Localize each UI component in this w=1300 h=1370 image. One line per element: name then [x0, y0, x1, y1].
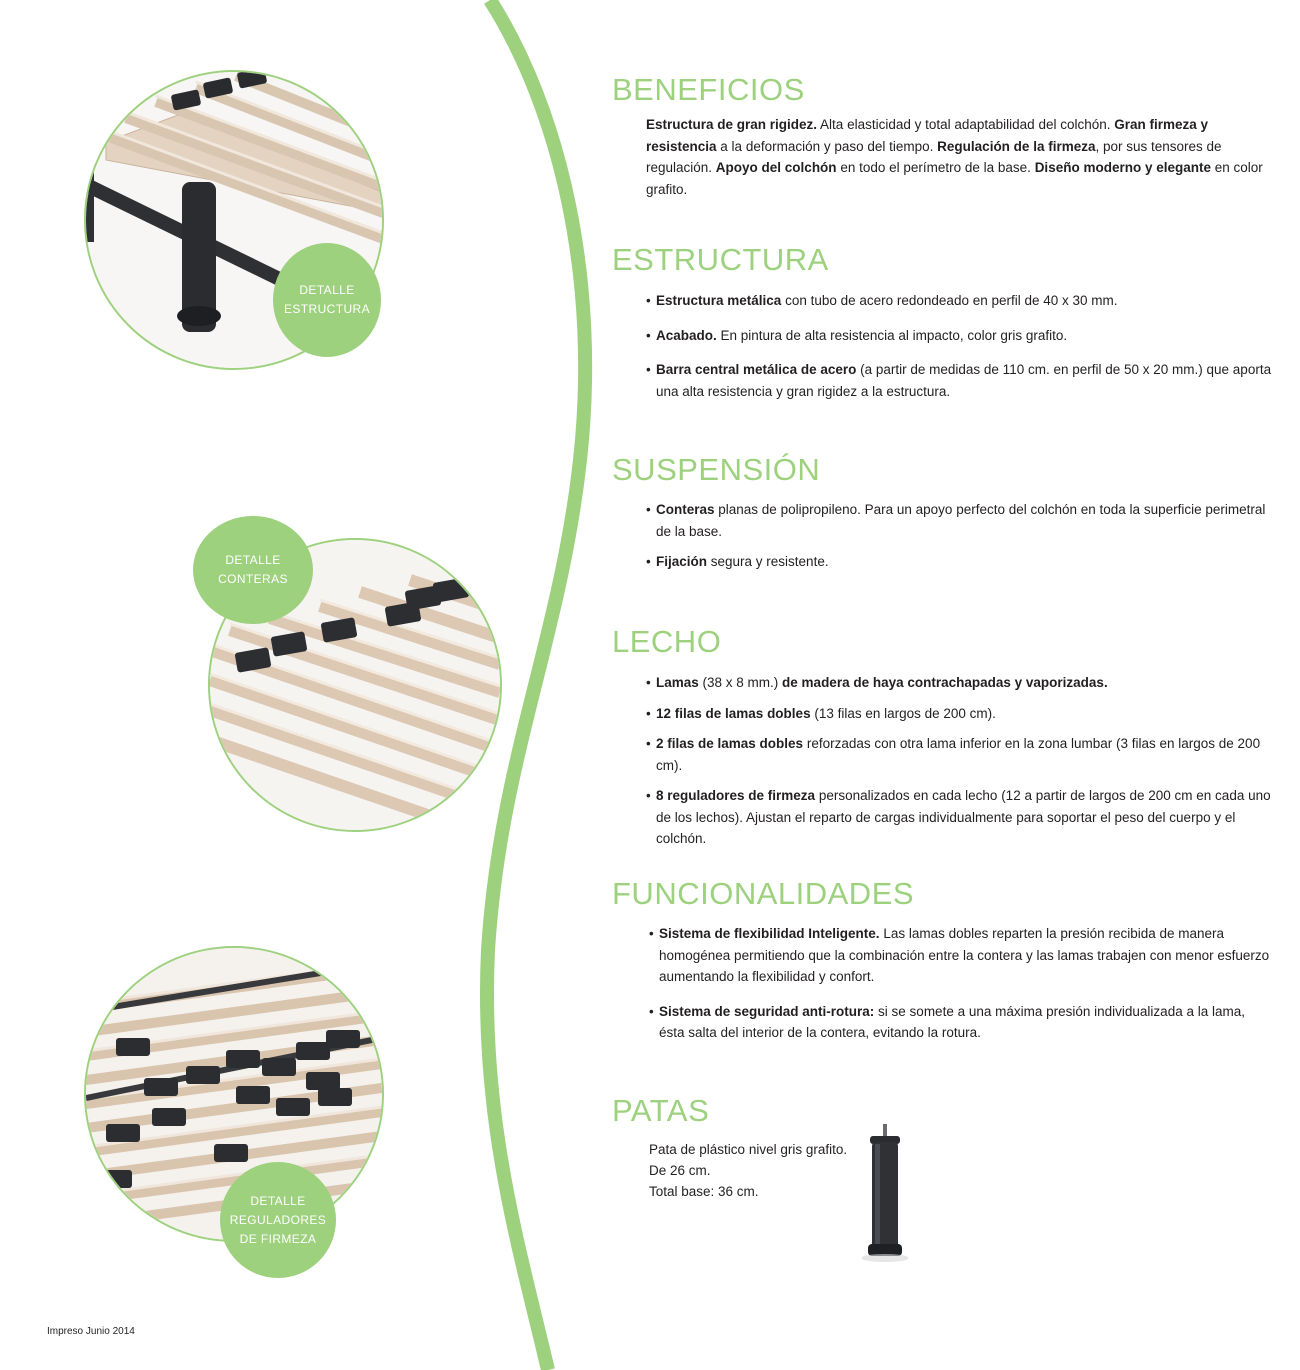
section-lecho	[612, 624, 1272, 850]
bold-text: 8 reguladores de firmeza	[656, 788, 816, 803]
bold-text: Regulación de la firmeza	[937, 138, 1096, 154]
list-item	[646, 325, 1272, 347]
detail-reguladores-badge	[220, 1162, 336, 1278]
body-text: Alta elasticidad y total adaptabilidad del colchón.	[817, 117, 1115, 132]
detail-conteras-badge	[193, 516, 313, 624]
body-text: en color grafito.	[646, 160, 1263, 197]
body-text: planas de polipropileno. Para un apoyo perfecto del colchón en toda la superficie perimetral de la base.	[656, 502, 1266, 539]
list-item	[646, 703, 1272, 725]
patas-line: Pata de plástico nivel gris grafito.	[649, 1142, 848, 1157]
estructura-list	[612, 290, 1272, 402]
list-item	[646, 551, 1272, 573]
bold-text: Estructura metálica	[656, 293, 782, 308]
body-text: en todo el perímetro de la base.	[836, 160, 1035, 175]
list-item	[646, 290, 1272, 312]
patas-line: De 26 cm.	[649, 1163, 711, 1178]
lecho-list	[612, 672, 1272, 850]
badge-line: REGULADORES	[229, 1212, 327, 1227]
body-text: personalizados en cada lecho (12 a partir de largos de 200 cm en cada uno de los lechos). Ajustan el reparto de cargas individualmente para soportar el peso del cuerpo y el colchón.	[656, 788, 1271, 846]
section-title: PATAS	[612, 1093, 710, 1128]
bold-text: Conteras	[656, 502, 715, 517]
section-title: SUSPENSIÓN	[612, 452, 821, 487]
list-item	[646, 785, 1272, 850]
section-funcionalidades	[612, 876, 1272, 1044]
funcionalidades-list	[612, 923, 1272, 1044]
bold-text: Sistema de seguridad anti-rotura:	[659, 1003, 875, 1019]
list-item	[646, 733, 1272, 776]
bold-text: Gran firmeza y resistencia	[646, 117, 1209, 154]
bold-text: Estructura de gran rigidez.	[646, 117, 818, 132]
bold-text: Barra central metálica de acero	[656, 362, 857, 377]
print-date: Impreso Junio 2014	[47, 1326, 135, 1337]
beneficios-text	[646, 114, 1272, 200]
bold-text: Fijación	[656, 554, 708, 569]
list-item	[649, 1001, 1272, 1044]
body-text: Las lamas dobles reparten la presión recibida de manera homogénea permitiendo que la combinación entre la contera y las lamas trabajen con menor esfuerzo aumentando la flexibilidad y confort.	[659, 926, 1270, 984]
body-text: a la deformación y paso del tiempo.	[716, 138, 938, 154]
body-text: En pintura de alta resistencia al impacto, color gris grafito.	[716, 327, 1068, 343]
section-title: BENEFICIOS	[612, 72, 805, 107]
body-text: con tubo de acero redondeado en perfil de 40 x 30 mm.	[781, 293, 1118, 308]
section-estructura	[612, 242, 1272, 402]
badge-line: CONTERAS	[218, 572, 288, 586]
body-text: (38 x 8 mm.)	[698, 675, 783, 690]
badge-line: DE FIRMEZA	[239, 1231, 317, 1246]
body-text: reforzadas con otra lama inferior en la zona lumbar (3 filas en largos de 200 cm).	[656, 736, 1261, 773]
section-title: ESTRUCTURA	[612, 242, 829, 277]
bold-text: Lamas	[656, 675, 699, 690]
patas-text	[649, 1139, 1272, 1202]
badge-line: DETALLE	[225, 553, 281, 567]
section-beneficios	[612, 72, 1272, 200]
bold-text: de madera de haya contrachapadas y vaporizadas.	[782, 675, 1108, 690]
list-item	[646, 359, 1272, 402]
body-text: (a partir de medidas de 110 cm. en perfil de 50 x 20 mm.) que aporta una alta resistencia y gran rigidez a la estructura.	[656, 362, 1272, 399]
badge-line: ESTRUCTURA	[283, 302, 370, 316]
badge-line: DETALLE	[250, 1193, 306, 1208]
patas-line: Total base: 36 cm.	[649, 1184, 759, 1199]
bold-text: Diseño moderno y elegante	[1034, 160, 1211, 175]
section-title: LECHO	[612, 624, 722, 659]
leg-product-image	[862, 1124, 908, 1264]
detail-estructura-badge	[273, 243, 381, 357]
list-item	[646, 672, 1272, 694]
body-text: segura y resistente.	[707, 554, 829, 569]
section-patas	[612, 1093, 1272, 1202]
badge-line: DETALLE	[299, 283, 355, 297]
bold-text: Sistema de flexibilidad Inteligente.	[659, 926, 880, 941]
bold-text: Apoyo del colchón	[715, 160, 837, 175]
list-item	[646, 499, 1272, 542]
body-text: si se somete a una máxima presión individualizada a la lama, ésta salta del interior de la contera, evitando la rotura.	[659, 1003, 1245, 1040]
body-text: (13 filas en largos de 200 cm).	[810, 705, 996, 721]
section-suspension	[612, 452, 1272, 573]
bold-text: Acabado.	[656, 327, 717, 343]
body-text: , por sus tensores de regulación.	[646, 138, 1222, 175]
list-item	[649, 923, 1272, 988]
bold-text: 12 filas de lamas dobles	[656, 705, 811, 721]
suspension-list	[612, 499, 1272, 573]
section-title: FUNCIONALIDADES	[612, 876, 915, 911]
bold-text: 2 filas de lamas dobles	[656, 736, 804, 751]
